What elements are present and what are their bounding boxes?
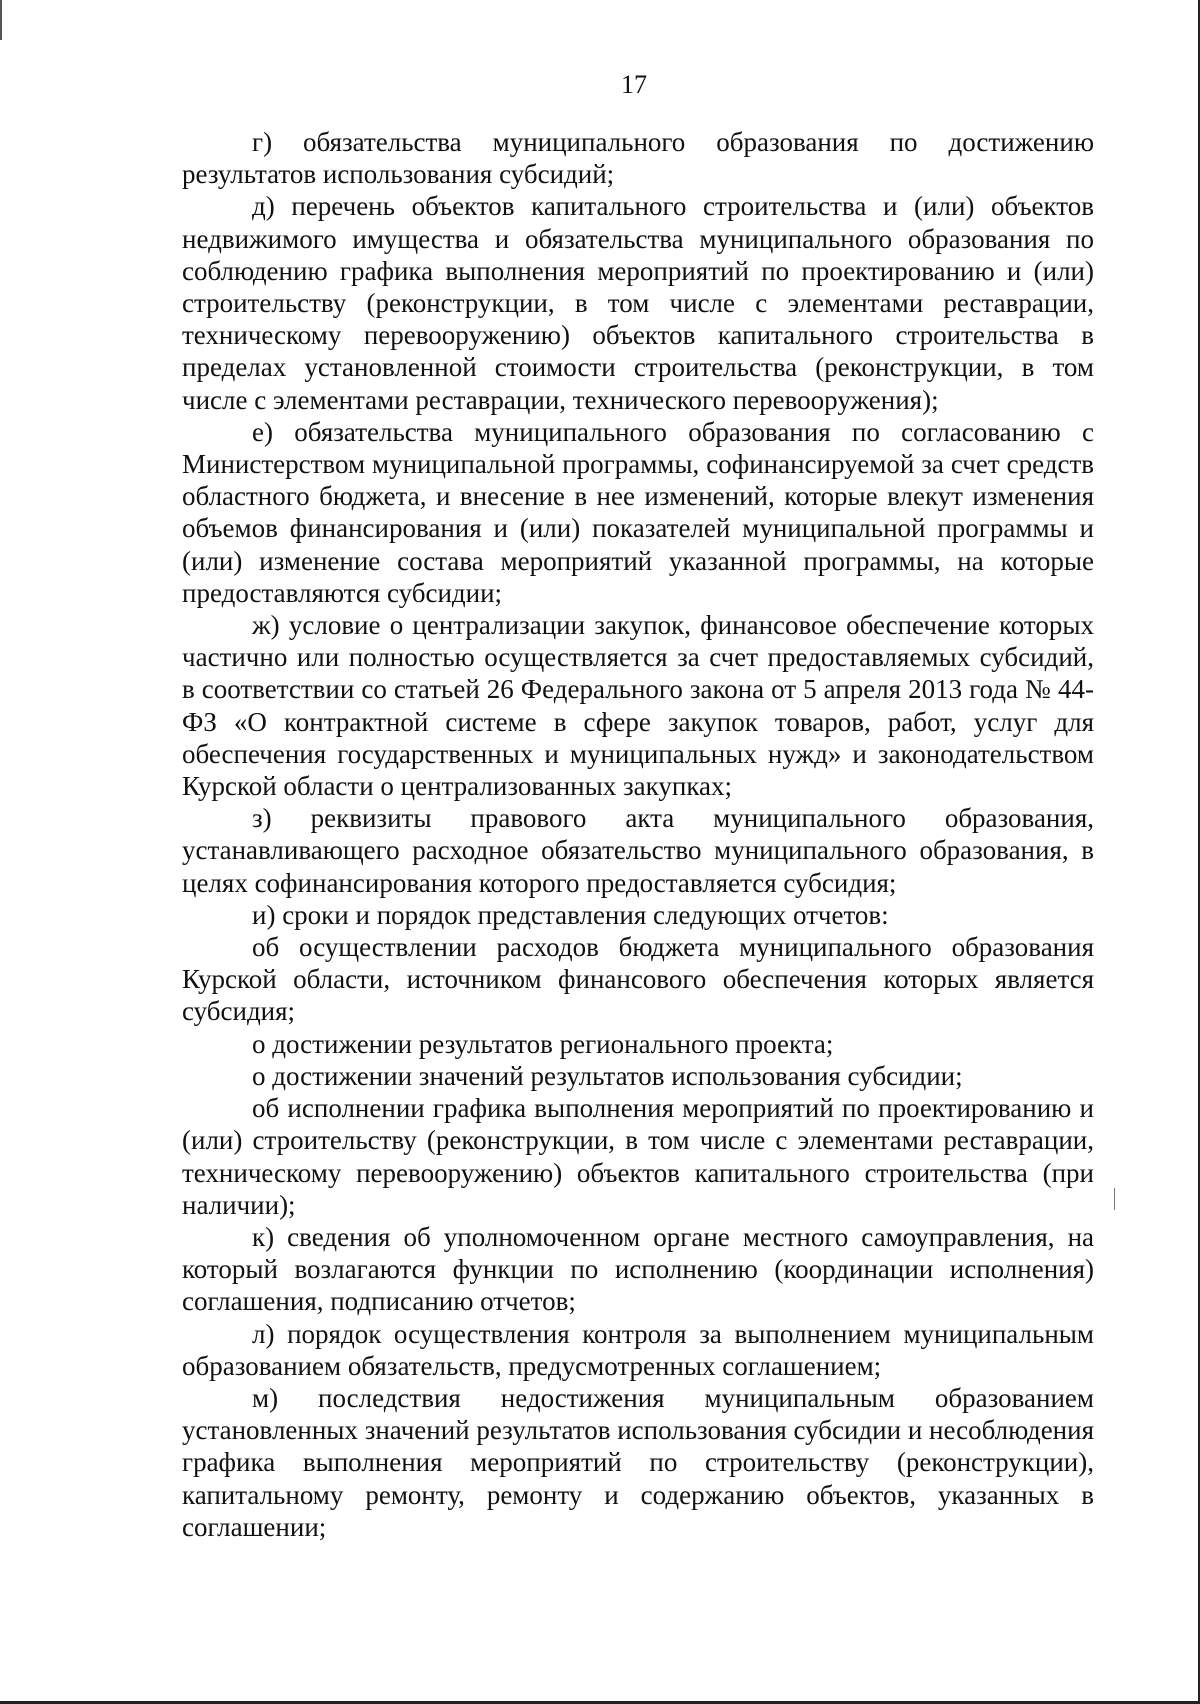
- paragraph-d: д) перечень объектов капитального строительства и (или) объектов недвижимого имущества и обязательства муниципального образования по соблюдению графика выполнения мероприятий по проектированию и (или) строительству (реконструкции, в том числе с элементами реставрации, техническому перевооружению) объектов капитального строительства в пределах установленной стоимости строительства (реконструкции, в том числе с элементами реставрации, технического перевооружения);: [182, 191, 1094, 415]
- paragraph-m: м) последствия недостижения муниципальным образованием установленных значений результатов использования субсидии и несоблюдения графика выполнения мероприятий по строительству (реконструкции), капитальному ремонту, ремонту и содержанию объектов, указанных в соглашении;: [182, 1382, 1094, 1542]
- paragraph-e: е) обязательства муниципального образования по согласованию с Министерством муниципальной программы, софинансируемой за счет средств областного бюджета, и внесение в нее изменений, которые влекут изменения объемов финансирования и (или) показателей муниципальной программы и (или) изменение состава мероприятий указанной программы, на которые предоставляются субсидии;: [182, 416, 1094, 608]
- paragraph-zh: ж) условие о централизации закупок, финансовое обеспечение которых частично или полностью осуществляется за счет предоставляемых субсидий, в соответствии со статьей 26 Федерального закона от 5 апреля 2013 года № 44-ФЗ «О контрактной системе в сфере закупок товаров, работ, услуг для обеспечения государственных и муниципальных нужд» и законодательством Курской области о централизованных закупках;: [182, 610, 1094, 802]
- report-item-expenses: об осуществлении расходов бюджета муниципального образования Курской области, источником финансового обеспечения которых является субсидия;: [182, 932, 1094, 1027]
- paragraph-i: и) сроки и порядок представления следующих отчетов:: [252, 899, 889, 930]
- margin-mark: [1114, 1188, 1115, 1210]
- paragraph-g: г) обязательства муниципального образования по достижению результатов использования субсидий;: [182, 127, 1094, 190]
- report-item-subsidy-results: о достижении значений результатов использования субсидии;: [252, 1060, 963, 1091]
- scan-edge-left: [0, 0, 2, 40]
- page-number: 17: [621, 70, 647, 99]
- paragraph-z: з) реквизиты правового акта муниципального образования, устанавливающего расходное обязательство муниципального образования, в целях софинансирования которого предоставляется субсидия;: [182, 803, 1094, 898]
- report-item-regional-project: о достижении результатов регионального проекта;: [252, 1028, 834, 1059]
- paragraph-l: л) порядок осуществления контроля за выполнением муниципальным образованием обязательств, предусмотренных соглашением;: [182, 1318, 1094, 1381]
- document-body: [182, 126, 1094, 1543]
- report-item-schedule: об исполнении графика выполнения мероприятий по проектированию и (или) строительству (реконструкции, в том числе с элементами реставрации, техническому перевооружению) объектов капитального строительства (при наличии);: [182, 1093, 1094, 1220]
- paragraph-k: к) сведения об уполномоченном органе местного самоуправления, на который возлагаются функции по исполнению (координации исполнения) соглашения, подписанию отчетов;: [182, 1221, 1094, 1317]
